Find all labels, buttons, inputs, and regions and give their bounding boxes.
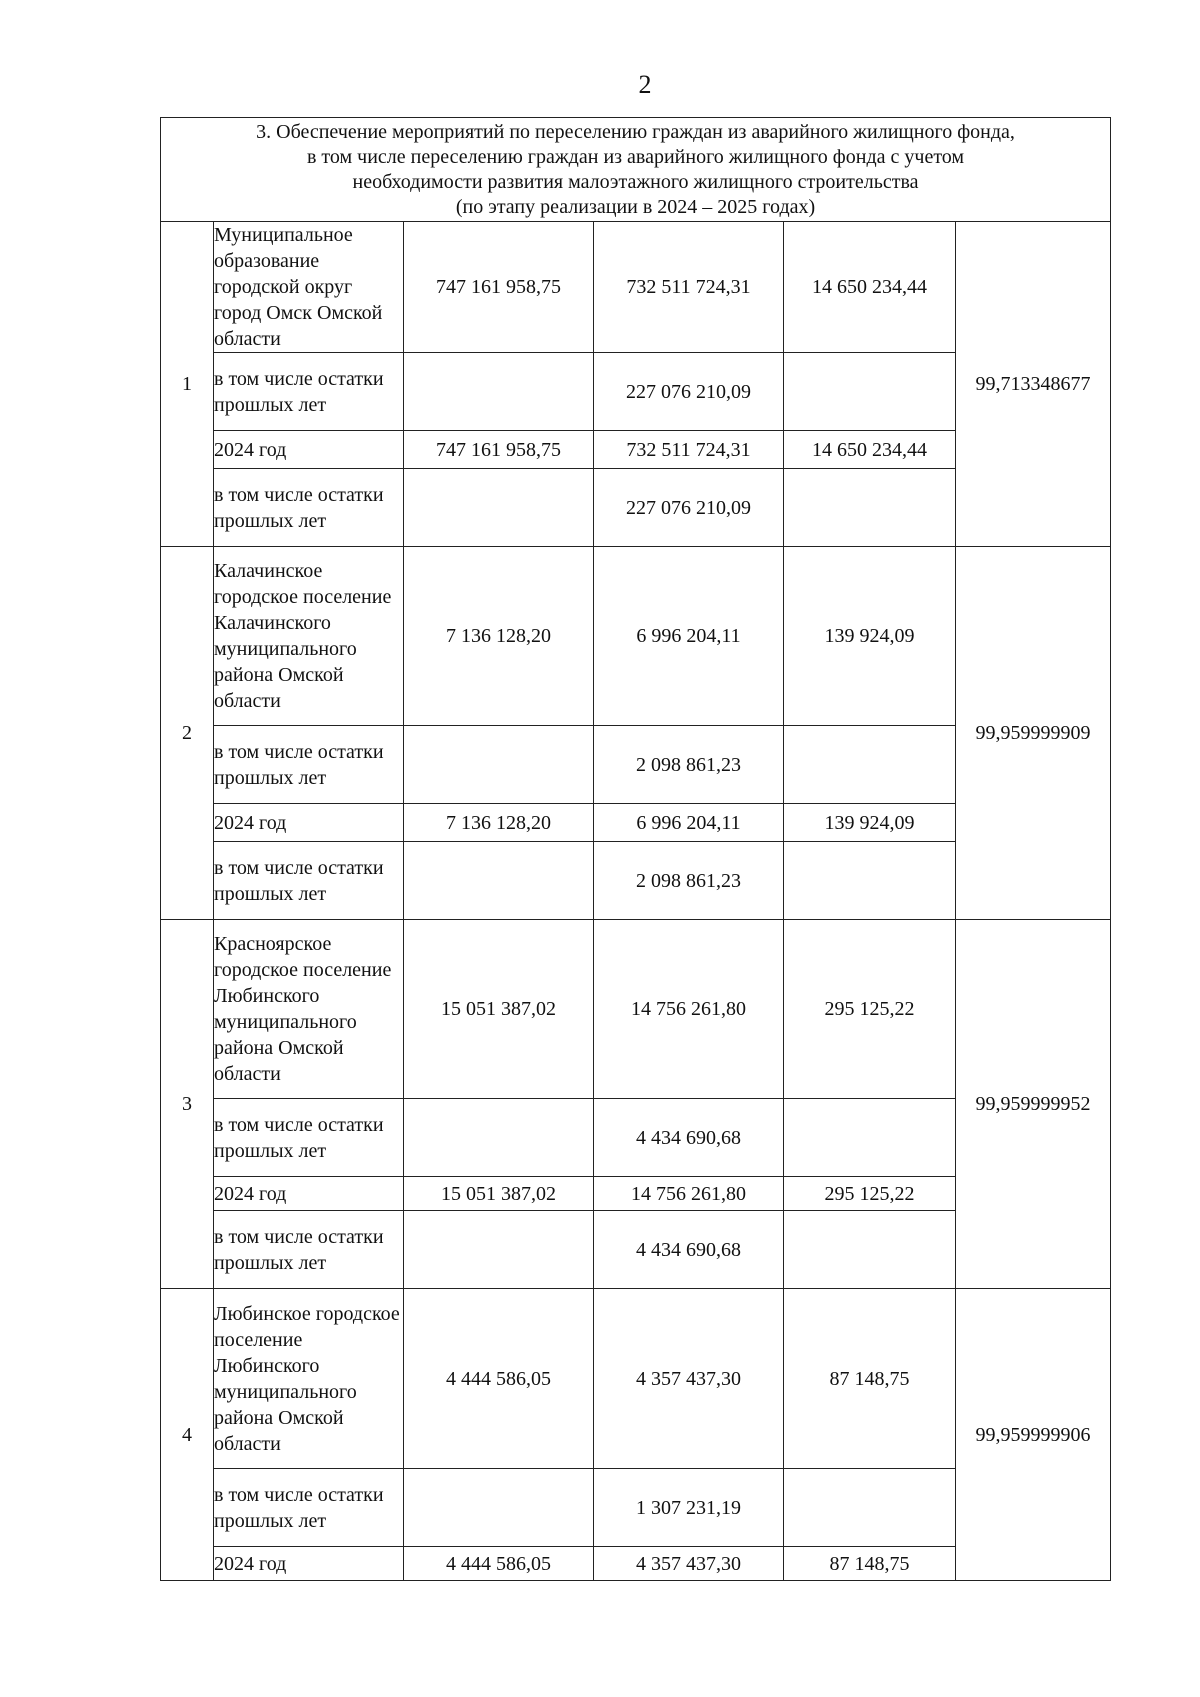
fund-amount: 227 076 210,09 — [594, 353, 784, 431]
local-amount — [784, 1099, 956, 1177]
table-row — [161, 1289, 1111, 1469]
local-amount: 139 924,09 — [784, 547, 956, 726]
item-name: Муниципальное образование городской округ город Омск Омской области — [214, 222, 404, 353]
total-amount — [404, 469, 594, 547]
fund-amount: 6 996 204,11 — [594, 547, 784, 726]
section-title-line: 3. Обеспечение мероприятий по переселению граждан из аварийного жилищного фонда, — [256, 120, 1015, 143]
fund-amount: 14 756 261,80 — [594, 920, 784, 1099]
local-amount: 139 924,09 — [784, 804, 956, 842]
fund-amount: 4 357 437,30 — [594, 1547, 784, 1581]
percent-value: 99,959999906 — [956, 1289, 1111, 1581]
total-amount: 4 444 586,05 — [404, 1289, 594, 1469]
fund-amount: 732 511 724,31 — [594, 431, 784, 469]
fund-amount: 4 434 690,68 — [594, 1211, 784, 1289]
item-name: 2024 год — [214, 804, 404, 842]
section-title-line: необходимости развития малоэтажного жилищного строительства — [352, 170, 919, 193]
row-number: 3 — [161, 920, 214, 1289]
page-number: 2 — [638, 70, 652, 99]
fund-amount: 2 098 861,23 — [594, 842, 784, 920]
total-amount: 4 444 586,05 — [404, 1547, 594, 1581]
item-name: Красноярское городское поселение Любинского муниципального района Омской области — [214, 920, 404, 1099]
item-name: в том числе остатки прошлых лет — [214, 726, 404, 804]
item-name: в том числе остатки прошлых лет — [214, 1469, 404, 1547]
item-name: 2024 год — [214, 1177, 404, 1211]
fund-amount: 1 307 231,19 — [594, 1469, 784, 1547]
percent-value: 99,959999952 — [956, 920, 1111, 1289]
fund-amount: 4 434 690,68 — [594, 1099, 784, 1177]
local-amount: 295 125,22 — [784, 920, 956, 1099]
total-amount: 15 051 387,02 — [404, 920, 594, 1099]
percent-value: 99,959999909 — [956, 547, 1111, 920]
item-name: 2024 год — [214, 431, 404, 469]
fund-amount: 227 076 210,09 — [594, 469, 784, 547]
total-amount: 747 161 958,75 — [404, 431, 594, 469]
percent-value: 99,713348677 — [956, 222, 1111, 547]
local-amount — [784, 726, 956, 804]
fund-amount: 6 996 204,11 — [594, 804, 784, 842]
total-amount — [404, 353, 594, 431]
total-amount: 7 136 128,20 — [404, 804, 594, 842]
item-name: Любинское городское поселение Любинского муниципального района Омской области — [214, 1289, 404, 1469]
section-title-line: (по этапу реализации в 2024 – 2025 годах) — [455, 195, 816, 218]
local-amount: 87 148,75 — [784, 1547, 956, 1581]
fund-amount: 4 357 437,30 — [594, 1289, 784, 1469]
total-amount: 7 136 128,20 — [404, 547, 594, 726]
fund-amount: 14 756 261,80 — [594, 1177, 784, 1211]
table-row — [161, 920, 1111, 1099]
item-name: в том числе остатки прошлых лет — [214, 353, 404, 431]
item-name: в том числе остатки прошлых лет — [214, 1211, 404, 1289]
local-amount — [784, 842, 956, 920]
total-amount — [404, 1469, 594, 1547]
local-amount: 14 650 234,44 — [784, 431, 956, 469]
row-number: 1 — [161, 222, 214, 547]
row-number: 2 — [161, 547, 214, 920]
local-amount: 295 125,22 — [784, 1177, 956, 1211]
local-amount: 14 650 234,44 — [784, 222, 956, 353]
fund-amount: 732 511 724,31 — [594, 222, 784, 353]
item-name: в том числе остатки прошлых лет — [214, 842, 404, 920]
item-name: в том числе остатки прошлых лет — [214, 469, 404, 547]
section-title — [161, 118, 1111, 222]
local-amount — [784, 353, 956, 431]
item-name: Калачинское городское поселение Калачинского муниципального района Омской области — [214, 547, 404, 726]
local-amount — [784, 1469, 956, 1547]
total-amount — [404, 1211, 594, 1289]
total-amount — [404, 1099, 594, 1177]
table-row — [161, 222, 1111, 353]
item-name: 2024 год — [214, 1547, 404, 1581]
section-title-row — [161, 118, 1111, 222]
fund-amount: 2 098 861,23 — [594, 726, 784, 804]
local-amount — [784, 469, 956, 547]
total-amount — [404, 726, 594, 804]
total-amount: 15 051 387,02 — [404, 1177, 594, 1211]
local-amount: 87 148,75 — [784, 1289, 956, 1469]
total-amount: 747 161 958,75 — [404, 222, 594, 353]
item-name: в том числе остатки прошлых лет — [214, 1099, 404, 1177]
section-title-line: в том числе переселению граждан из аварийного жилищного фонда с учетом — [306, 145, 965, 168]
funding-table — [160, 117, 1111, 1581]
row-number: 4 — [161, 1289, 214, 1581]
table-row — [161, 547, 1111, 726]
total-amount — [404, 842, 594, 920]
local-amount — [784, 1211, 956, 1289]
